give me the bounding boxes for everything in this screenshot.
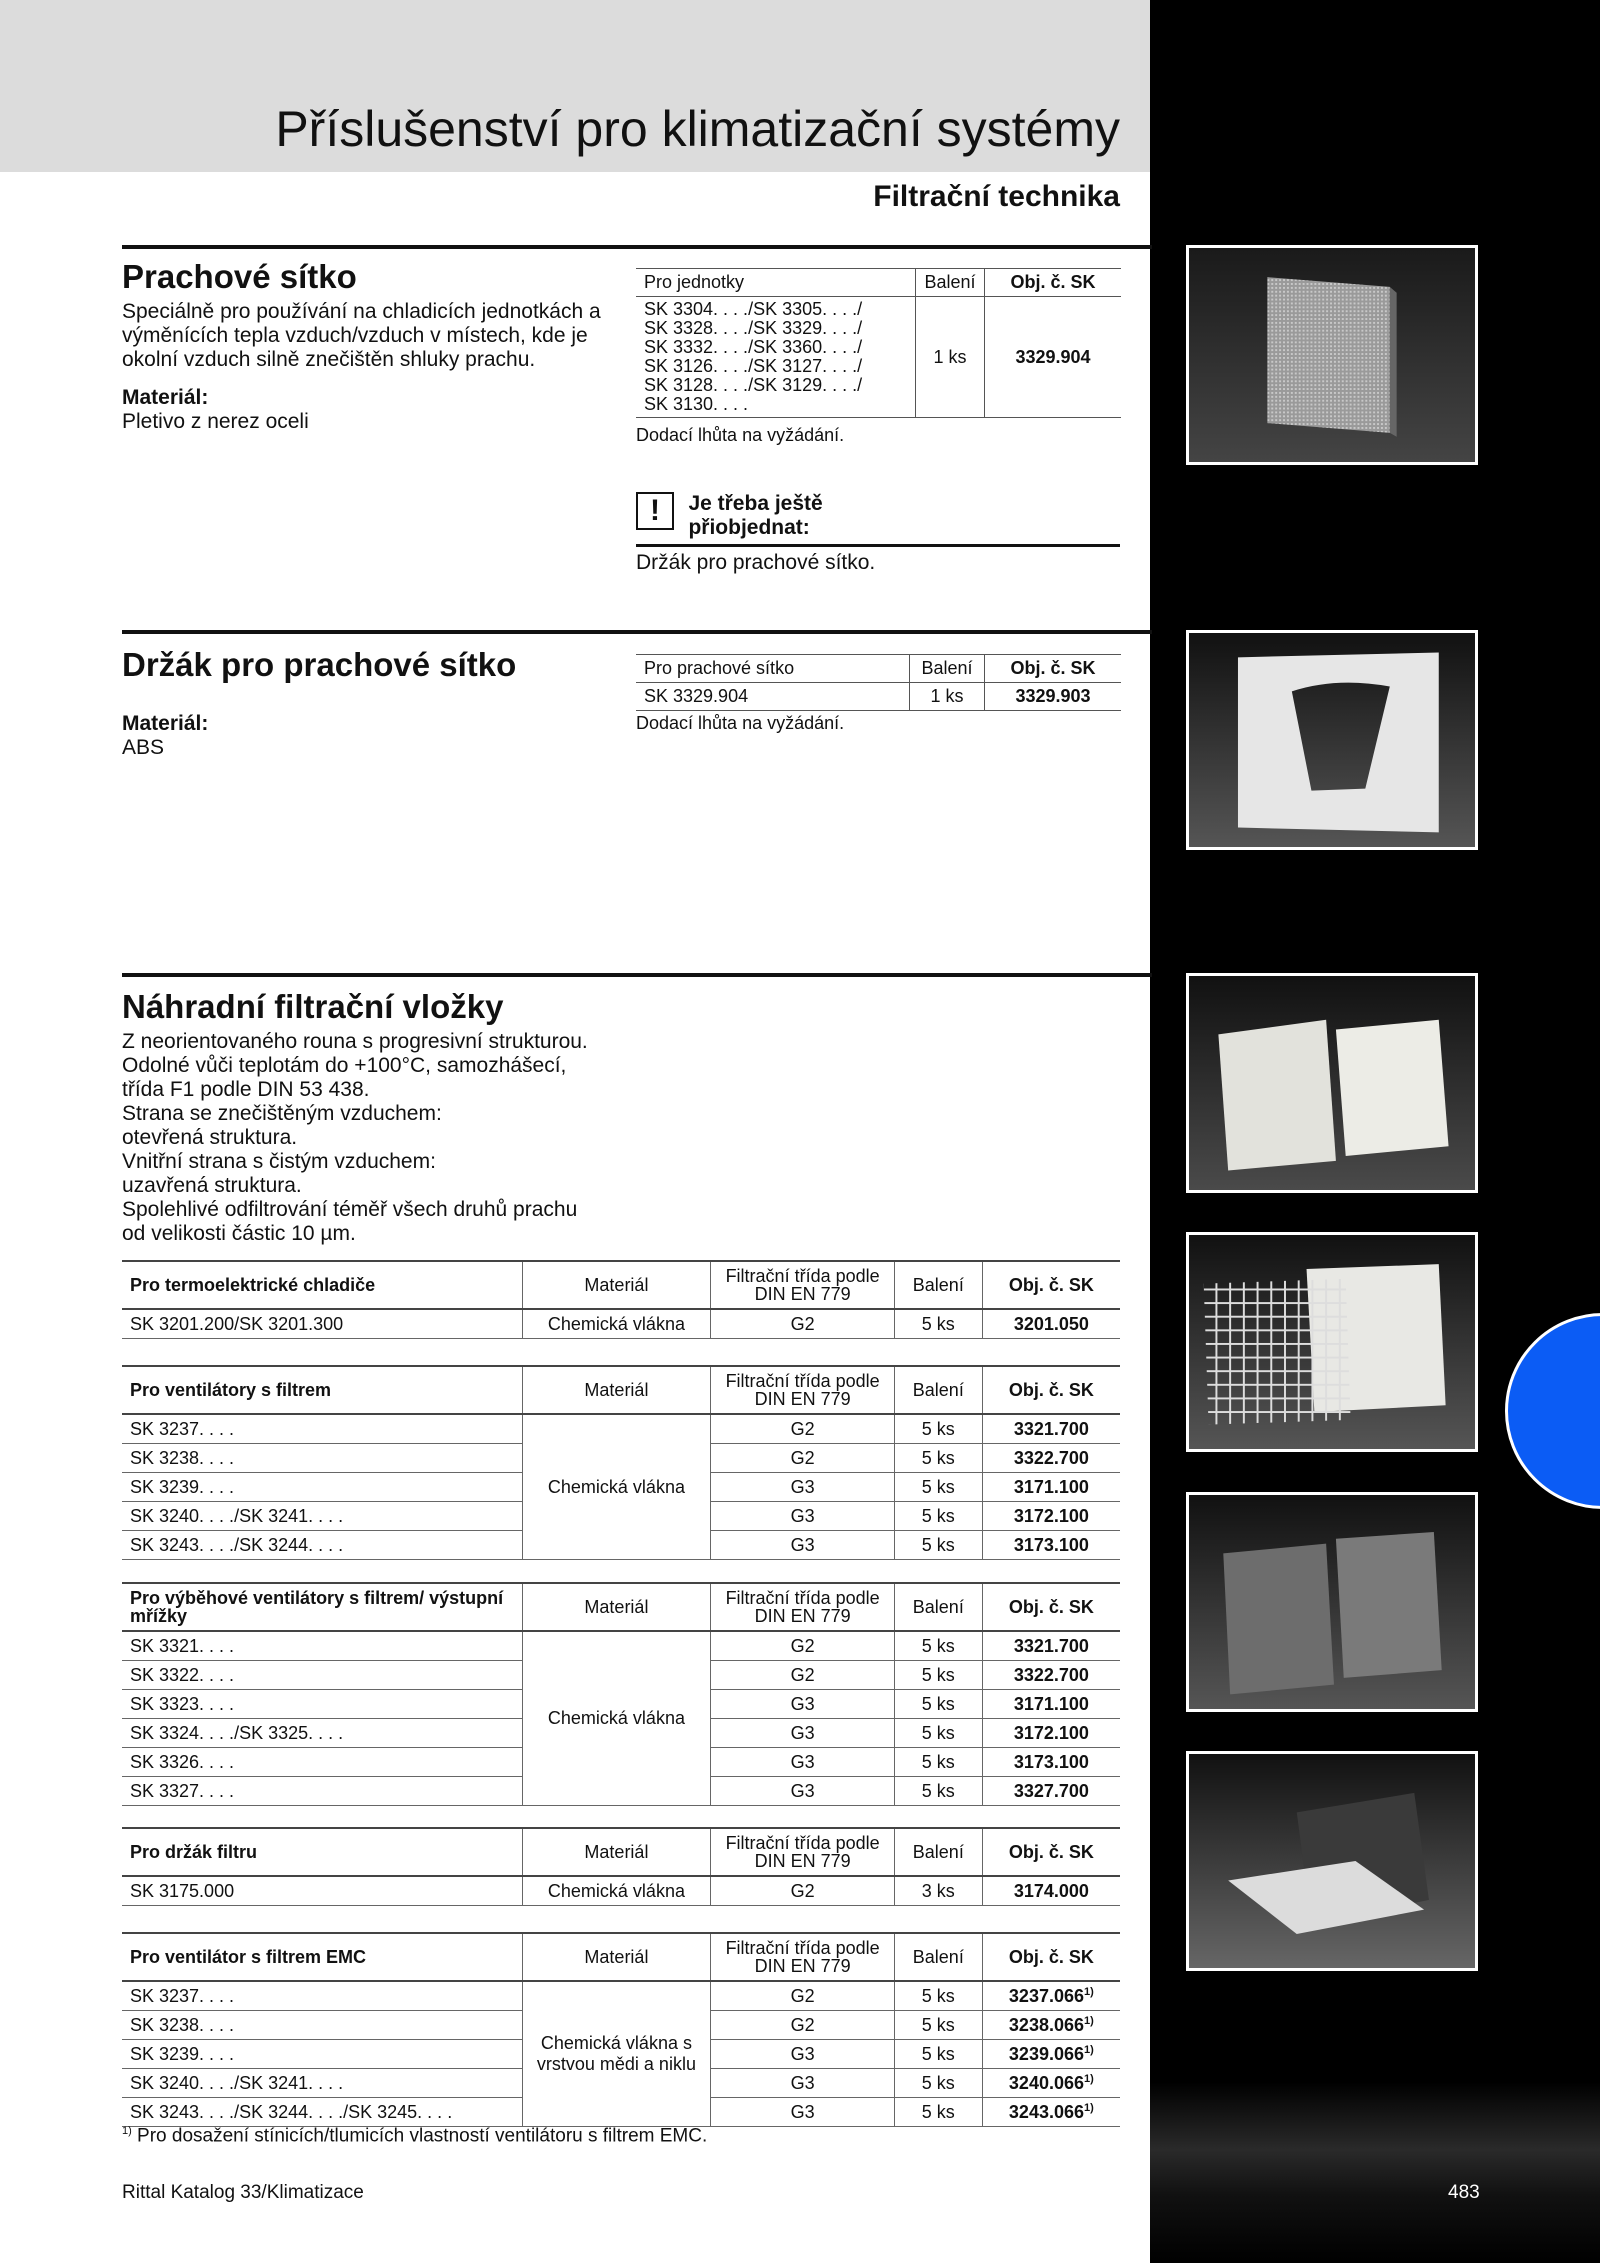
order-cell (982, 1473, 1120, 1502)
footnote-mark: 1) (122, 2125, 132, 2137)
pack-value: 1 ks (916, 297, 985, 418)
section-rule-holder (122, 630, 1152, 634)
order-cell (982, 1531, 1120, 1560)
dust-screen-photo (1186, 245, 1478, 465)
unit-item: SK 3126. . . ./SK 3127. . . ./ (644, 356, 863, 376)
col-order: Obj. č. SK (982, 1933, 1120, 1981)
filter-class-cell: G3 (711, 2069, 895, 2098)
pack-cell: 5 ks (894, 1981, 982, 2011)
col-material: Materiál (522, 1366, 711, 1414)
order-number: 3321.700 (1013, 1635, 1089, 1656)
order-cell (982, 1661, 1120, 1690)
unit-cell: SK 3238. . . . (122, 2011, 522, 2040)
order-cell: 3329.903 (985, 683, 1122, 711)
unit-cell: SK 3237. . . . (122, 1414, 522, 1444)
order-cell (982, 2069, 1120, 2098)
description-line: třída F1 podle DIN 53 438. (122, 1078, 370, 1101)
footnote-ref: 1) (1084, 1985, 1094, 1998)
order-number: 3321.700 (1013, 1418, 1089, 1439)
col-units: Pro jednotky (636, 269, 916, 297)
material-cell: Chemická vlákna (522, 1414, 711, 1560)
filter-class-cell: G3 (711, 2040, 895, 2069)
unit-cell: SK 3321. . . . (122, 1631, 522, 1661)
footnote-ref: 1) (1084, 2072, 1094, 2085)
unit-cell: SK 3243. . . ./SK 3244. . . ./SK 3245. . . . (122, 2098, 522, 2127)
unit-cell: SK 3175.000 (122, 1876, 522, 1906)
delivery-note: Dodací lhůta na vyžádání. (636, 425, 845, 445)
order-number: 3171.100 (1013, 1476, 1089, 1497)
col-filter-class: Filtrační třída podle DIN EN 779 (711, 1366, 895, 1414)
filter-mats-photo (1186, 973, 1478, 1193)
table-heading: Pro držák filtru (122, 1828, 522, 1876)
holder-material-label: Materiál: (122, 712, 209, 735)
col-pack: Balení (894, 1261, 982, 1309)
col-order: Obj. č. SK (982, 1828, 1120, 1876)
col-material: Materiál (522, 1583, 711, 1631)
filter-class-cell: G2 (711, 2011, 895, 2040)
table-row (122, 1309, 1120, 1339)
dust-screen-material-value: Pletivo z nerez oceli (122, 410, 309, 433)
col-order: Obj. č. SK (982, 1583, 1120, 1631)
dust-screen-title: Prachové sítko (122, 258, 357, 295)
pack-cell: 5 ks (894, 1531, 982, 1560)
col-material: Materiál (522, 1933, 711, 1981)
col-filter-class: Filtrační třída podle DIN EN 779 (711, 1261, 895, 1309)
filter-class-cell: G3 (711, 1531, 895, 1560)
order-number: 3243.066 (1008, 2101, 1084, 2122)
table-row (636, 683, 1121, 711)
order-number: 3174.000 (1013, 1880, 1089, 1901)
pack-cell: 1 ks (910, 683, 985, 711)
filter-class-cell: G3 (711, 2098, 895, 2127)
order-cell (982, 1876, 1120, 1906)
filter-class-cell: G2 (711, 1876, 895, 1906)
filter-class-cell: G2 (711, 1981, 895, 2011)
order-cell (982, 1777, 1120, 1806)
table-heading: Pro ventilátor s filtrem EMC (122, 1933, 522, 1981)
filter-table (122, 1260, 1120, 1339)
divider (636, 544, 1120, 547)
col-order: Obj. č. SK (985, 655, 1122, 683)
holder-photo (1186, 630, 1478, 850)
order-number: 3201.050 (1013, 1313, 1089, 1334)
description-line: Z neorientovaného rouna s progresivní strukturou. (122, 1030, 588, 1053)
order-cell (982, 1309, 1120, 1339)
order-cell (982, 1690, 1120, 1719)
order-cell (982, 2040, 1120, 2069)
filters-title: Náhradní filtrační vložky (122, 988, 504, 1025)
order-number: 3327.700 (1013, 1780, 1089, 1801)
pack-cell: 5 ks (894, 1748, 982, 1777)
order-also-line2: přiobjednat: (688, 516, 810, 539)
order-number: 3173.100 (1013, 1751, 1089, 1772)
delivery-note: Dodací lhůta na vyžádání. (636, 713, 845, 733)
dust-screen-description: Speciálně pro používání na chladicích jednotkách a výměnících tepla vzduch/vzduch v místech, kde je okolní vzduch silně znečištěn shluky prachu. (122, 300, 601, 371)
pack-cell: 5 ks (894, 1719, 982, 1748)
unit-cell: SK 3239. . . . (122, 2040, 522, 2069)
footnote-ref: 1) (1084, 2014, 1094, 2027)
col-pack: Balení (894, 1366, 982, 1414)
filter-class-cell: G3 (711, 1719, 895, 1748)
col-pack: Balení (916, 269, 985, 297)
col-pack: Balení (894, 1933, 982, 1981)
filter-class-cell: G3 (711, 1502, 895, 1531)
col-material: Materiál (522, 1261, 711, 1309)
col-pack: Balení (894, 1828, 982, 1876)
filter-class-cell: G2 (711, 1414, 895, 1444)
order-cell (982, 1502, 1120, 1531)
order-cell (982, 1631, 1120, 1661)
unit-item: SK 3128. . . ./SK 3129. . . ./ (644, 375, 863, 395)
unit-cell: SK 3238. . . . (122, 1444, 522, 1473)
catalog-name: Rittal Katalog 33/Klimatizace (122, 2182, 364, 2203)
order-number: 3237.066 (1008, 1985, 1084, 2006)
unit-item: SK 3328. . . ./SK 3329. . . ./ (644, 318, 863, 338)
col-pack: Balení (910, 655, 985, 683)
col-order: Obj. č. SK (982, 1261, 1120, 1309)
col-material: Materiál (522, 1828, 711, 1876)
material-cell: Chemická vlákna (522, 1876, 711, 1906)
pack-cell: 3 ks (894, 1876, 982, 1906)
description-line: od velikosti částic 10 µm. (122, 1222, 356, 1245)
warning-icon: ! (636, 492, 674, 530)
holder-table (636, 654, 1121, 711)
pack-cell: 5 ks (894, 1502, 982, 1531)
col-pack: Balení (894, 1583, 982, 1631)
order-also-line1: Je třeba ještě (688, 492, 823, 515)
grey-filter-photo (1186, 1492, 1478, 1712)
footnote (122, 2125, 707, 2147)
pack-cell: 5 ks (894, 1414, 982, 1444)
order-number: 3240.066 (1008, 2072, 1084, 2093)
order-number: 3322.700 (1013, 1447, 1089, 1468)
pack-cell: 5 ks (894, 1661, 982, 1690)
order-number: 3322.700 (1013, 1664, 1089, 1685)
description-line: Vnitřní strana s čistým vzduchem: (122, 1150, 436, 1173)
order-cell (982, 1719, 1120, 1748)
dust-screen-table (636, 268, 1121, 418)
filter-class-cell: G2 (711, 1444, 895, 1473)
order-also-label (688, 492, 822, 540)
col-filter-class: Filtrační třída podle DIN EN 779 (711, 1583, 895, 1631)
order-number: 3171.100 (1013, 1693, 1089, 1714)
filter-table (122, 1582, 1120, 1806)
description-line: Spolehlivé odfiltrování téměř všech druhů prachu (122, 1198, 578, 1221)
unit-cell: SK 3243. . . ./SK 3244. . . . (122, 1531, 522, 1560)
pack-cell: 5 ks (894, 1473, 982, 1502)
order-also-box (636, 492, 1120, 575)
order-cell (982, 1444, 1120, 1473)
pack-cell: 5 ks (894, 2069, 982, 2098)
col-order: Obj. č. SK (982, 1366, 1120, 1414)
order-number: 3172.100 (1013, 1722, 1089, 1743)
material-cell: Chemická vlákna (522, 1309, 711, 1339)
order-cell (982, 1981, 1120, 2011)
pack-cell: 5 ks (894, 1309, 982, 1339)
col-order: Obj. č. SK (985, 269, 1122, 297)
table-heading: Pro výběhové ventilátory s filtrem/ výstupní mřížky (122, 1583, 522, 1631)
table-heading: Pro termoelektrické chladiče (122, 1261, 522, 1309)
dust-screen-section (122, 258, 612, 434)
pack-cell: 5 ks (894, 1444, 982, 1473)
unit-item: SK 3304. . . ./SK 3305. . . ./ (644, 299, 863, 319)
footnote-text: Pro dosažení stínicích/tlumicích vlastností ventilátoru s filtrem EMC. (131, 2125, 708, 2147)
footnote-ref: 1) (1084, 2043, 1094, 2056)
filter-class-cell: G2 (711, 1661, 895, 1690)
filter-class-cell: G2 (711, 1631, 895, 1661)
material-cell: Chemická vlákna s vrstvou mědi a niklu (522, 1981, 711, 2127)
table-row (122, 1631, 1120, 1661)
unit-item: SK 3130. . . . (644, 394, 749, 414)
unit-cell: SK 3323. . . . (122, 1690, 522, 1719)
pack-cell: 5 ks (894, 1777, 982, 1806)
pack-cell: 5 ks (894, 2011, 982, 2040)
col-filter-class: Filtrační třída podle DIN EN 779 (711, 1828, 895, 1876)
filter-table (122, 1365, 1120, 1560)
holder-title: Držák pro prachové sítko (122, 646, 517, 683)
page-number: 483 (1448, 2182, 1480, 2203)
pack-cell: 5 ks (894, 2040, 982, 2069)
filter-table (122, 1932, 1120, 2127)
unit-cell: SK 3201.200/SK 3201.300 (122, 1309, 522, 1339)
filter-class-cell: G3 (711, 1777, 895, 1806)
section-rule-filters (122, 973, 1152, 977)
holder-section (122, 646, 612, 760)
pack-cell: 5 ks (894, 2098, 982, 2127)
page-subtitle: Filtrační technika (873, 180, 1120, 213)
unit-cell: SK 3237. . . . (122, 1981, 522, 2011)
filter-class-cell: G3 (711, 1748, 895, 1777)
unit-cell: SK 3324. . . ./SK 3325. . . . (122, 1719, 522, 1748)
order-cell (982, 1748, 1120, 1777)
unit-cell: SK 3239. . . . (122, 1473, 522, 1502)
filters-description (122, 1030, 662, 1246)
table-row (636, 297, 1121, 418)
order-number: 3238.066 (1008, 2014, 1084, 2035)
unit-cell: SK 3327. . . . (122, 1777, 522, 1806)
filter-holder-photo (1186, 1751, 1478, 1971)
filter-class-cell: G3 (711, 1473, 895, 1502)
table-heading: Pro ventilátory s filtrem (122, 1366, 522, 1414)
units-list (636, 297, 916, 418)
unit-cell: SK 3329.904 (636, 683, 910, 711)
description-line: uzavřená struktura. (122, 1174, 302, 1197)
description-line: Odolné vůči teplotám do +100°C, samozhášecí, (122, 1054, 567, 1077)
filter-grid-photo (1186, 1232, 1478, 1452)
description-line: Strana se znečištěným vzduchem: (122, 1102, 442, 1125)
footnote-ref: 1) (1084, 2101, 1094, 2114)
pack-cell: 5 ks (894, 1631, 982, 1661)
dust-screen-material-label: Materiál: (122, 386, 209, 409)
order-cell (982, 2011, 1120, 2040)
table-row (122, 1414, 1120, 1444)
order-number: 3172.100 (1013, 1505, 1089, 1526)
table-row (122, 1981, 1120, 2011)
material-cell: Chemická vlákna (522, 1631, 711, 1806)
holder-material-value: ABS (122, 736, 165, 759)
order-also-text: Držák pro prachové sítko. (636, 551, 876, 574)
unit-item: SK 3332. . . ./SK 3360. . . ./ (644, 337, 863, 357)
order-number: 3239.066 (1008, 2043, 1084, 2064)
table-row (122, 1876, 1120, 1906)
col-filter-class: Filtrační třída podle DIN EN 779 (711, 1933, 895, 1981)
order-cell (982, 1414, 1120, 1444)
description-line: otevřená struktura. (122, 1126, 298, 1149)
filters-section (122, 988, 662, 1246)
section-rule-dust-screen (122, 245, 1152, 249)
col-screen: Pro prachové sítko (636, 655, 910, 683)
filter-class-cell: G3 (711, 1690, 895, 1719)
unit-cell: SK 3322. . . . (122, 1661, 522, 1690)
filter-table (122, 1827, 1120, 1906)
filter-class-cell: G2 (711, 1309, 895, 1339)
pack-cell: 5 ks (894, 1690, 982, 1719)
order-number: 3329.904 (985, 297, 1122, 418)
unit-cell: SK 3326. . . . (122, 1748, 522, 1777)
page-title: Příslušenství pro klimatizační systémy (275, 101, 1120, 157)
order-cell (982, 2098, 1120, 2127)
unit-cell: SK 3240. . . ./SK 3241. . . . (122, 1502, 522, 1531)
order-number: 3173.100 (1013, 1534, 1089, 1555)
unit-cell: SK 3240. . . ./SK 3241. . . . (122, 2069, 522, 2098)
